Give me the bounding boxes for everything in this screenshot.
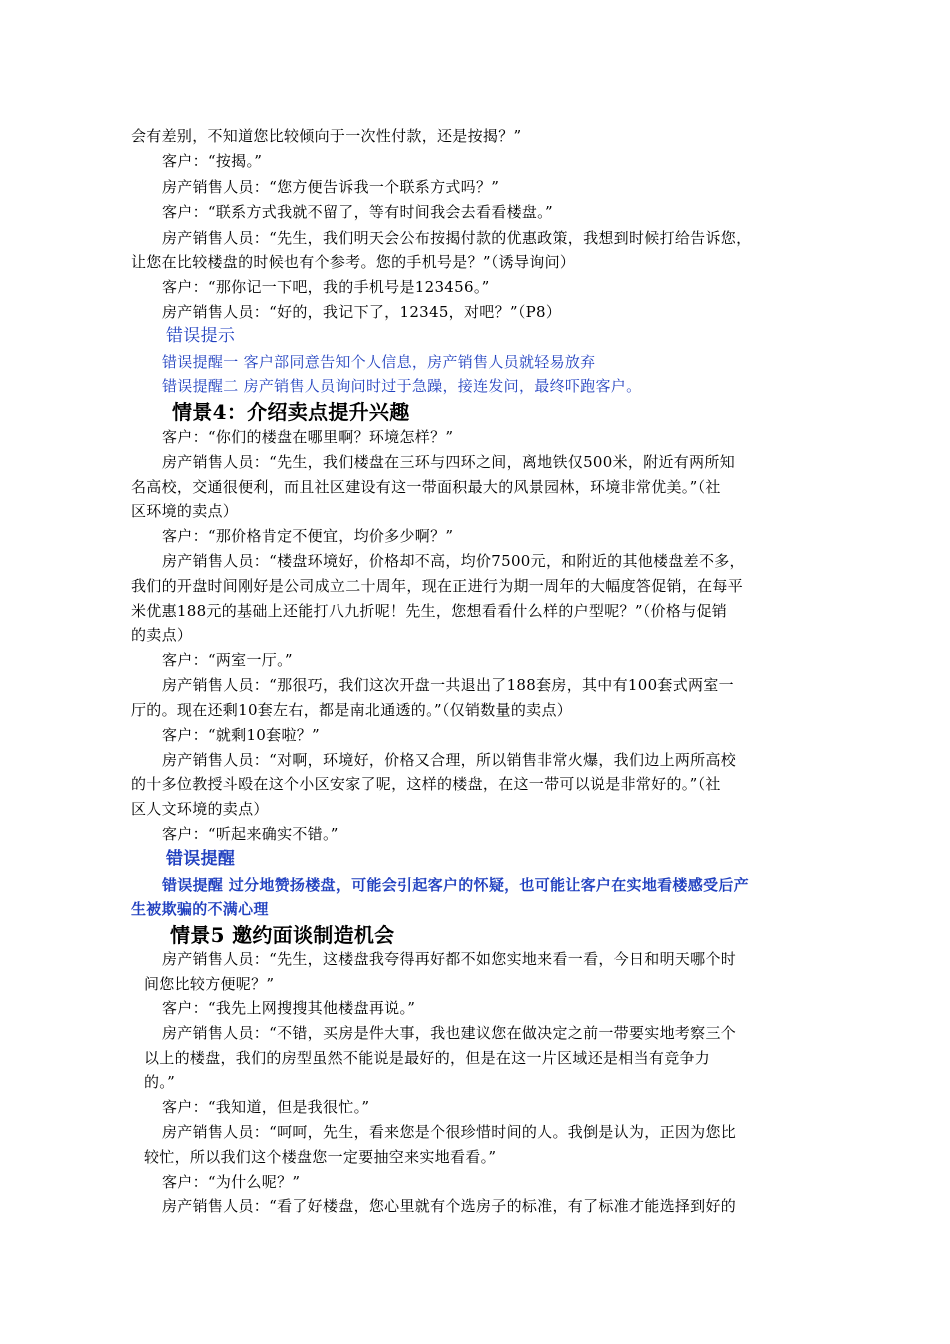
- dialogue-line: 客户：“联系方式我就不留了，等有时间我会去看看楼盘。”: [162, 203, 553, 221]
- dialogue-line: 房产销售人员：“先生，我们明天会公布按揭付款的优惠政策，我想到时候打给告诉您，: [162, 229, 752, 247]
- dialogue-line: 客户：“两室一厅。”: [162, 651, 293, 669]
- error-reminder-line: 生被欺骗的不满心理: [131, 900, 269, 918]
- dialogue-line: 客户：“按揭。”: [162, 152, 263, 170]
- paragraph-line: 区环境的卖点）: [131, 502, 239, 520]
- dialogue-line: 客户：“你们的楼盘在哪里啊？环境怎样？”: [162, 428, 454, 446]
- dialogue-line: 房产销售人员：“看了好楼盘，您心里就有个选房子的标准，有了标准才能选择到好的: [162, 1197, 737, 1215]
- dialogue-line: 房产销售人员：“好的，我记下了，12345，对吧？”（P8）: [162, 303, 562, 321]
- paragraph-line: 间您比较方便呢？”: [144, 975, 275, 993]
- paragraph-line: 我们的开盘时间刚好是公司成立二十周年，现在正进行为期一周年的大幅度答促销，在每平: [131, 577, 744, 595]
- dialogue-line: 房产销售人员：“对啊，环境好，价格又合理，所以销售非常火爆，我们边上两所高校: [162, 751, 737, 769]
- dialogue-line: 房产销售人员：“先生，这楼盘我夸得再好都不如您实地来看一看，今日和明天哪个时: [162, 950, 737, 968]
- error-reminder-line: 错误提醒 过分地赞扬楼盘，可能会引起客户的怀疑，也可能让客户在实地看楼感受后产: [162, 876, 749, 894]
- dialogue-line: 房产销售人员：“呵呵，先生，看来您是个很珍惜时间的人。我倒是认为，正因为您比: [162, 1123, 737, 1141]
- section-heading: 情景5 邀约面谈制造机会: [170, 923, 395, 947]
- paragraph-line: 的卖点）: [131, 626, 193, 644]
- error-tip-heading: 错误提示: [166, 326, 236, 346]
- error-reminder-line: 错误提醒二 房产销售人员询问时过于急躁，接连发问，最终吓跑客户。: [162, 377, 642, 395]
- paragraph-line: 让您在比较楼盘的时候也有个参考。您的手机号是？”（诱导询问）: [131, 253, 576, 271]
- dialogue-line: 客户：“那价格肯定不便宜，均价多少啊？”: [162, 527, 454, 545]
- section-heading: 情景4：介绍卖点提升兴趣: [172, 400, 410, 424]
- error-reminder-heading: 错误提醒: [166, 849, 236, 869]
- dialogue-line: 房产销售人员：“那很巧，我们这次开盘一共退出了188套房，其中有100套式两室一: [162, 676, 734, 694]
- dialogue-line: 客户：“我先上网搜搜其他楼盘再说。”: [162, 999, 416, 1017]
- dialogue-line: 房产销售人员：“楼盘环境好，价格却不高，均价7500元，和附近的其他楼盘差不多，: [162, 552, 745, 570]
- dialogue-line: 房产销售人员：“不错，买房是件大事，我也建议您在做决定之前一带要实地考察三个: [162, 1024, 737, 1042]
- paragraph-line: 会有差别，不知道您比较倾向于一次性付款，还是按揭？”: [131, 127, 522, 145]
- dialogue-line: 房产销售人员：“您方便告诉我一个联系方式吗？”: [162, 178, 500, 196]
- paragraph-line: 以上的楼盘，我们的房型虽然不能说是最好的，但是在这一片区域还是相当有竞争力: [144, 1049, 711, 1067]
- dialogue-line: 客户：“为什么呢？”: [162, 1173, 301, 1191]
- dialogue-line: 客户：“我知道，但是我很忙。”: [162, 1098, 370, 1116]
- paragraph-line: 的。”: [144, 1073, 176, 1091]
- paragraph-line: 的十多位教授斗殴在这个小区安家了呢，这样的楼盘，在这一带可以说是非常好的。”（社: [131, 775, 721, 793]
- paragraph-line: 较忙，所以我们这个楼盘您一定要抽空来实地看看。”: [144, 1148, 497, 1166]
- paragraph-line: 名高校，交通很便利，而且社区建设有这一带面积最大的风景园林，环境非常优美。”（社: [131, 478, 721, 496]
- dialogue-line: 房产销售人员：“先生，我们楼盘在三环与四环之间，离地铁仅500米，附近有两所知: [162, 453, 736, 471]
- error-reminder-line: 错误提醒一 客户部同意告知个人信息，房产销售人员就轻易放弃: [162, 353, 596, 371]
- dialogue-line: 客户：“那你记一下吧，我的手机号是123456。”: [162, 278, 490, 296]
- dialogue-line: 客户：“就剩10套啦？”: [162, 726, 321, 744]
- paragraph-line: 米优惠188元的基础上还能打八九折呢！先生，您想看看什么样的户型呢？”（价格与促销: [131, 602, 728, 620]
- paragraph-line: 区人文环境的卖点）: [131, 800, 269, 818]
- dialogue-line: 客户：“听起来确实不错。”: [162, 825, 339, 843]
- paragraph-line: 厅的。现在还剩10套左右，都是南北通透的。”（仅销数量的卖点）: [131, 701, 573, 719]
